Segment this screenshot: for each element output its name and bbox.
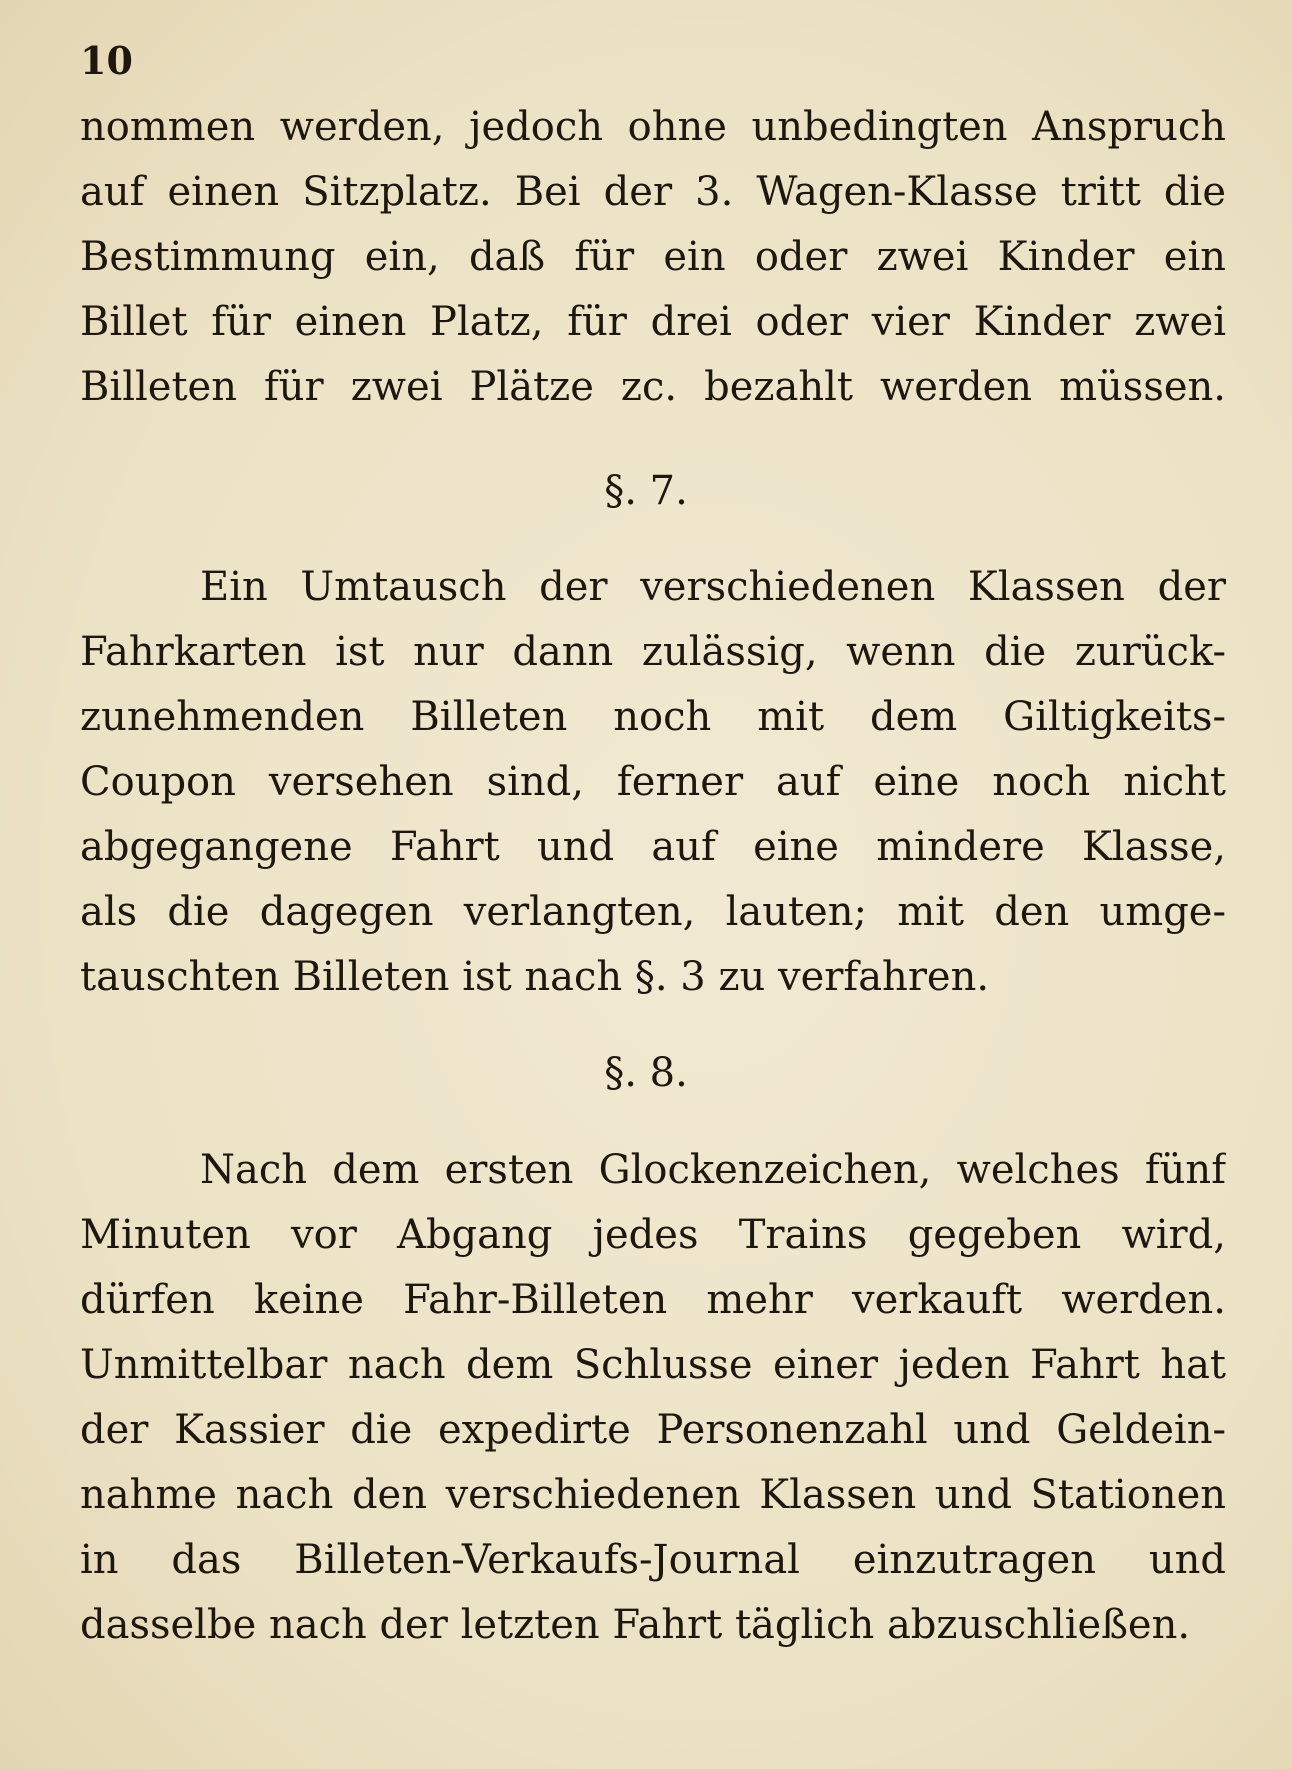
text-line: Nach dem ersten Glockenzeichen, welches fünf — [200, 1147, 1226, 1193]
text-line: Bestimmung ein, daß für ein oder zwei Kinder ein — [80, 234, 1226, 280]
section-heading-8: §. 8. — [604, 1050, 688, 1096]
paragraph-section-8 — [80, 1138, 1226, 1658]
text-line: Ein Umtausch der verschiedenen Klassen der — [200, 564, 1226, 610]
text-line: auf einen Sitzplatz. Bei der 3. Wagen-Klasse tritt die — [80, 169, 1226, 215]
text-line: Minuten vor Abgang jedes Trains gegeben wird, — [80, 1212, 1226, 1258]
paragraph-continued — [80, 95, 1226, 420]
text-line: in das Billeten-Verkaufs-Journal einzutragen und — [80, 1537, 1226, 1583]
text-line: dürfen keine Fahr-Billeten mehr verkauft werden. — [80, 1277, 1226, 1323]
text-line: Fahrkarten ist nur dann zulässig, wenn die zurück- — [80, 629, 1226, 675]
text-line: Billeten für zwei Plätze zc. bezahlt werden müssen. — [80, 364, 1226, 410]
paragraph-section-7 — [80, 555, 1226, 1010]
text-line: nahme nach den verschiedenen Klassen und Stationen — [80, 1472, 1226, 1518]
text-line: nommen werden, jedoch ohne unbedingten Anspruch — [80, 104, 1226, 150]
text-line: Unmittelbar nach dem Schlusse einer jeden Fahrt hat — [80, 1342, 1226, 1388]
text-line: Coupon versehen sind, ferner auf eine noch nicht — [80, 759, 1226, 805]
text-line: Billet für einen Platz, für drei oder vier Kinder zwei — [80, 299, 1226, 345]
section-heading-7: §. 7. — [604, 468, 688, 514]
text-line: als die dagegen verlangten, lauten; mit den umge- — [80, 889, 1226, 935]
page-number: 10 — [80, 38, 133, 83]
text-line: zunehmenden Billeten noch mit dem Giltigkeits- — [80, 694, 1226, 740]
text-line: der Kassier die expedirte Personenzahl und Geldein- — [80, 1407, 1226, 1453]
text-line: abgegangene Fahrt und auf eine mindere Klasse, — [80, 824, 1226, 870]
text-line: dasselbe nach der letzten Fahrt täglich abzuschließen. — [80, 1602, 1191, 1648]
text-line: tauschten Billeten ist nach §. 3 zu verfahren. — [80, 954, 990, 1000]
